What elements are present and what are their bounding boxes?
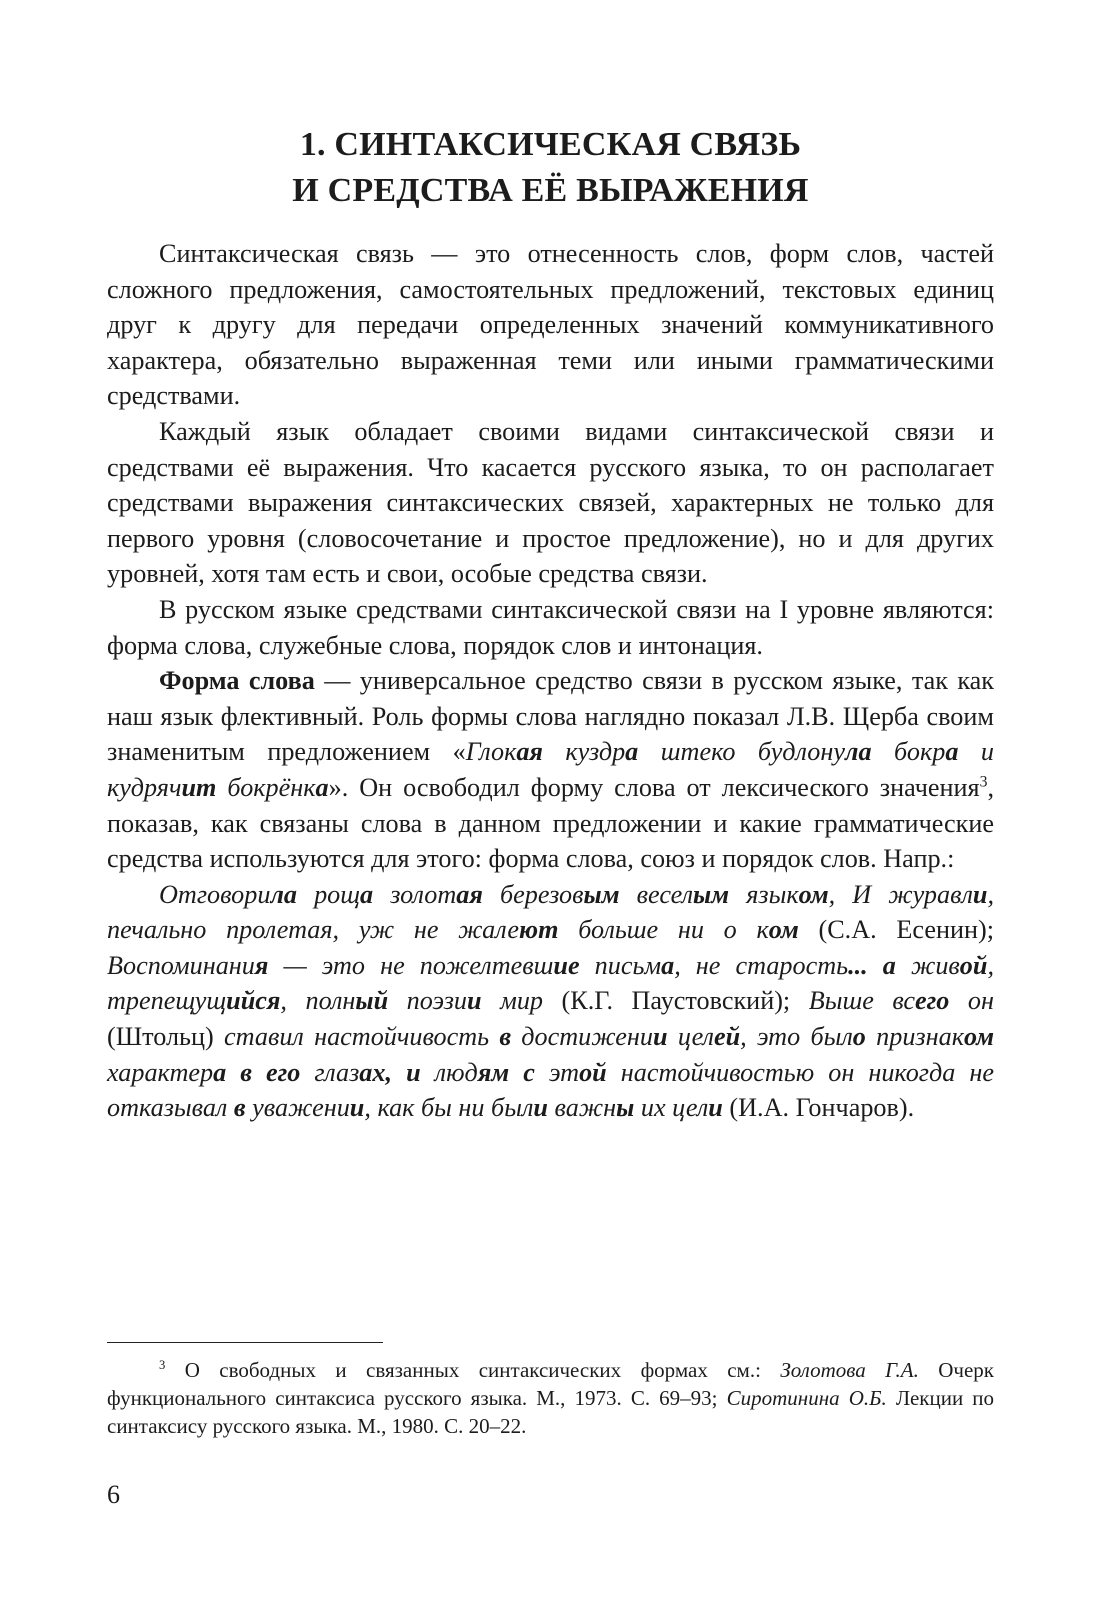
heading-line-1: 1. СИНТАКСИЧЕСКАЯ СВЯЗЬ [299, 126, 802, 163]
paragraph-definition: Синтаксическая связь — это отнесенность слов, форм слов, частей сложного предложения, самостоятельных предложений, текстовых единиц друг к другу для передачи определенных значений коммуникативного характера, обязательно выраженная теми или иными грамматическими средствами. [107, 239, 994, 411]
footnote-author-1: Золотова Г.А. [780, 1358, 919, 1382]
paragraph-languages: Каждый язык обладает своими видами синтаксической связи и средствами её выражения. Что касается русского языка, то он располагает средствами выражения синтаксических связей, характерных не только для первого уровня (словосочетание и простое предложение), но и для других уровней, хотя там есть и свои, особые средства связи. [107, 416, 994, 589]
footnote-reference[interactable]: 3 [979, 773, 988, 791]
body-text [107, 236, 994, 1126]
paragraph-means: В русском языке средствами синтаксической связи на I уровне являются: форма слова, служебные слова, порядок слов и интонация. [107, 594, 994, 660]
footnote-marker: 3 [159, 1358, 166, 1372]
paragraph-word-form: Форма слова — универсальное средство связи в русском языке, так как наш язык флективный. Роль формы слова наглядно показал Л.В. Щерба своим знаменитым предложением «Глокая куздра штеко будлонула бокра и кудрячит бокрёнка». Он освободил форму слова от лексического значения$^3$, показав, как связаны слова в данном предложении и какие грамматические средства используются для этого: форма слова, союз и порядок слов. Напр.: [107, 666, 995, 874]
page [107, 0, 994, 1126]
heading-line-2: И СРЕДСТВА ЕЁ ВЫРАЖЕНИЯ [292, 172, 809, 209]
footnote-separator [107, 1342, 383, 1343]
footnote: $^3$ О свободных и связанных синтаксических формах см.: Золотова Г.А. Очерк функционального синтаксиса русского языка. М., 1973. С. 69–93; Сиротинина О.Б. Лекции по синтаксису русского языка. М., 1980. С. 20–22. [107, 1358, 995, 1438]
paragraph-examples: Отговорила роща золотая березовым веселым языком, И журавли, печально пролетая, уж не жалеют больше ни о ком (С.А. Есенин); Воспоминания — это не пожелтевшие письма, не старость... а живой, трепещущийся, полный поэзии мир (К.Г. Паустовский); Выше всего он (Штольц) ставил настойчивость в достижении целей, это было признаком характера в его глазах, и людям с этой настойчивостью он никогда не отказывал в уважении, как бы ни были важны их цели (И.А. Гончаров). [107, 879, 995, 1123]
page-number: 6 [107, 1480, 120, 1509]
term-word-form: Форма слова [159, 666, 315, 696]
footnote-author-2: Сиротинина О.Б. [726, 1386, 887, 1410]
chapter-heading [107, 122, 994, 214]
shcherba-example: Глокая куздра штеко будлонула бокра и кудрячит бокрёнка [107, 737, 995, 802]
